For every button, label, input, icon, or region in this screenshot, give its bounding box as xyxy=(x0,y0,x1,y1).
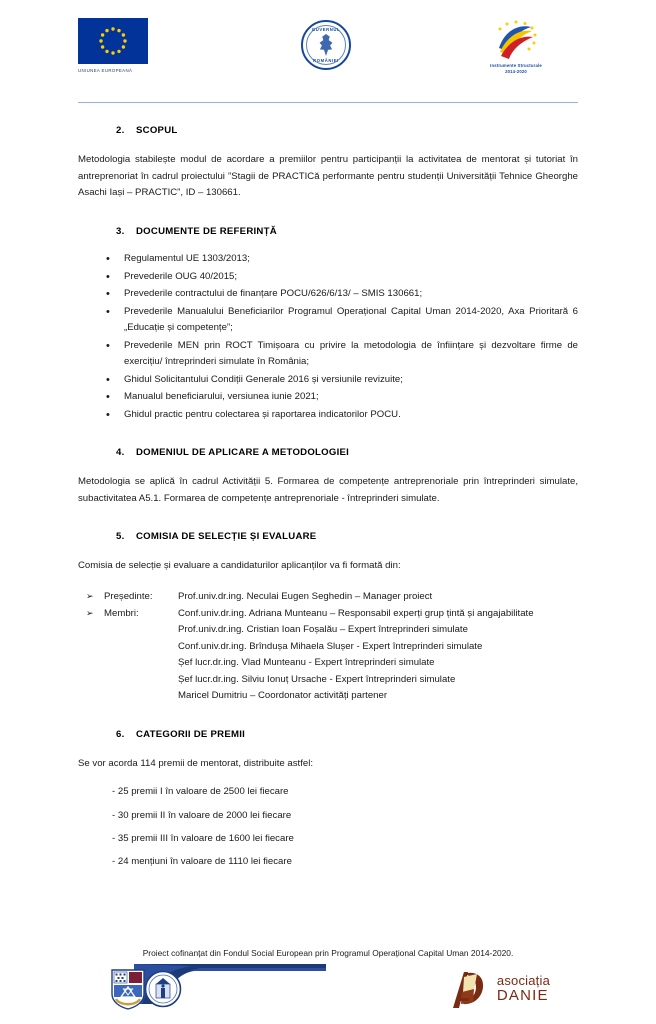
committee-person: Maricel Dumitriu – Coordonator activități partener xyxy=(178,690,388,702)
list-item: • Prevederile contractului de finanțare POCU/626/6/13/ – SMIS 130661; xyxy=(78,286,578,303)
danie-logo-text xyxy=(497,974,550,1003)
section-heading-scopul xyxy=(78,125,578,136)
committee-row xyxy=(78,688,578,705)
committee-person: Șef lucr.dr.ing. Vlad Munteanu - Expert întreprinderi simulate xyxy=(178,657,435,669)
danie-mark-icon xyxy=(447,968,491,1010)
committee-row xyxy=(78,589,578,606)
tuiasi-line2: „GHEORGHE ASACHI” DIN IAȘI xyxy=(190,990,285,996)
committee-person: Prof.univ.dr.ing. Cristian Ioan Foșalău – Expert întreprinderi simulate xyxy=(178,624,468,636)
committee-row xyxy=(78,639,578,656)
list-item: • Prevederile Manualului Beneficiarilor Programul Operațional Capital Uman 2014-2020, Axa Prioritară 6 „Educație și competențe”; xyxy=(78,304,578,337)
structural-instruments-logo xyxy=(454,18,578,75)
section-heading-domeniul-de-aplicare xyxy=(78,447,578,458)
tuiasi-logo xyxy=(110,964,326,1014)
committee-row xyxy=(78,606,578,623)
list-item: • Ghidul Solicitantului Condiții Generale 2016 și versiunile revizuite; xyxy=(78,372,578,389)
section-title: CATEGORII DE PREMII xyxy=(136,728,246,740)
gov-seal-bottom-text: ROMÂNIEI xyxy=(313,58,339,63)
committee-person: Conf.univ.dr.ing. Adriana Munteanu – Responsabil experți grup țintă și angajabilitate xyxy=(178,607,534,619)
tuiasi-crest-icon xyxy=(110,968,146,1010)
committee-row xyxy=(78,622,578,639)
tuiasi-seal-icon xyxy=(144,970,182,1008)
list-item: • Regulamentul UE 1303/2013; xyxy=(78,251,578,268)
section-title: DOMENIUL DE APLICARE A METODOLOGIEI xyxy=(136,447,350,459)
document-body xyxy=(78,103,578,870)
section-6-paragraph: Se vor acorda 114 premii de mentorat, distribuite astfel: xyxy=(78,757,313,769)
tuiasi-line1: UNIVERSITATEA TEHNICĂ xyxy=(190,980,269,987)
government-logo xyxy=(266,18,386,70)
committee-row xyxy=(78,655,578,672)
structural-instruments-icon xyxy=(485,18,547,62)
section-5-paragraph: Comisia de selecție și evaluare a candidaturilor aplicanților va fi formată din: xyxy=(78,560,401,572)
list-item: - 30 premii II în valoare de 2000 lei fiecare xyxy=(112,809,292,821)
eu-logo-caption: UNIUNEA EUROPEANĂ xyxy=(78,68,133,73)
arrow-bullet-icon: ➢ xyxy=(86,591,94,602)
list-item: - 35 premii III în valoare de 1600 lei fiecare xyxy=(112,833,294,844)
structural-instruments-caption xyxy=(454,63,578,75)
eu-flag-icon xyxy=(78,18,148,64)
section-number: 4. xyxy=(116,447,125,459)
list-item: • Prevederile MEN prin ROCT Timișoara cu privire la metodologia de înființare și dezvoltare firme de exercițiu/ întreprinderi simulate în România; xyxy=(78,338,578,371)
danie-line1: asociația xyxy=(496,973,550,989)
is-caption-line1: Instrumente Structurale xyxy=(490,63,542,68)
eu-logo xyxy=(78,18,198,73)
committee-person: Prof.univ.dr.ing. Neculai Eugen Seghedin – Manager proiect xyxy=(178,591,433,603)
danie-line2: DANIE xyxy=(496,986,549,1004)
list-item: • Prevederile OUG 40/2015; xyxy=(78,269,578,286)
section-number: 3. xyxy=(116,226,125,238)
committee-list xyxy=(78,589,578,705)
section-heading-comisia-de-selectie xyxy=(78,531,578,542)
section-2-paragraph: Metodologia stabilește modul de acordare a premiilor pentru participanții la activitatea de mentorat și tutoriat în antreprenoriat în cadrul proiectului ”Stagii de PRACTICă performante pentru studenții Universității Tehnice Gheorghe Asachi Iași – PRACTIC”, ID – 130661. xyxy=(78,154,578,199)
asociatia-danie-logo xyxy=(447,968,550,1010)
footer-funding-note: Proiect cofinanțat din Fondul Social European prin Programul Operațional Capital Uman 2014-2020. xyxy=(142,948,514,958)
prize-categories-list xyxy=(78,784,578,869)
section-number: 6. xyxy=(116,728,125,740)
list-item: • Ghidul practic pentru colectarea și raportarea indicatorilor POCU. xyxy=(78,407,578,424)
document-header xyxy=(78,0,578,96)
list-item: - 24 mențiuni în valoare de 1110 lei fiecare xyxy=(112,856,292,868)
reference-documents-list xyxy=(78,251,578,423)
section-number: 2. xyxy=(116,125,125,136)
list-item: - 25 premii I în valoare de 2500 lei fiecare xyxy=(112,786,289,798)
section-title: SCOPUL xyxy=(136,125,178,136)
section-heading-categorii-de-premii xyxy=(78,729,578,740)
section-4-paragraph: Metodologia se aplică în cadrul Activității 5. Formarea de competențe antreprenoriale prin întreprinderi simulate, subactivitatea A5.1. Formarea de competențe antreprenoriale - întreprinderi simulate. xyxy=(78,476,578,504)
is-caption-line2: 2014-2020 xyxy=(505,69,527,75)
committee-person: Șef lucr.dr.ing. Silviu Ionuț Ursache - Expert întreprinderi simulate xyxy=(178,673,456,685)
list-item: • Manualul beneficiarului, versiunea iunie 2021; xyxy=(78,389,578,406)
section-title: COMISIA DE SELECȚIE ȘI EVALUARE xyxy=(136,531,317,543)
section-title: DOCUMENTE DE REFERINȚĂ xyxy=(136,226,277,238)
document-footer xyxy=(0,948,656,1014)
romania-government-seal-icon xyxy=(301,20,351,70)
arrow-bullet-icon: ➢ xyxy=(86,607,94,618)
committee-person: Conf.univ.dr.ing. Brîndușa Mihaela Slușer - Expert întreprinderi simulate xyxy=(178,640,483,652)
footer-logos xyxy=(60,964,596,1014)
committee-row xyxy=(78,672,578,689)
gov-seal-top-text: GUVERNUL xyxy=(311,27,341,32)
tuiasi-logo-text xyxy=(190,980,285,998)
section-number: 5. xyxy=(116,531,125,543)
committee-role: Membri: xyxy=(104,607,139,619)
committee-role: Președinte: xyxy=(104,591,153,603)
section-heading-documente-de-referinta xyxy=(78,226,578,237)
